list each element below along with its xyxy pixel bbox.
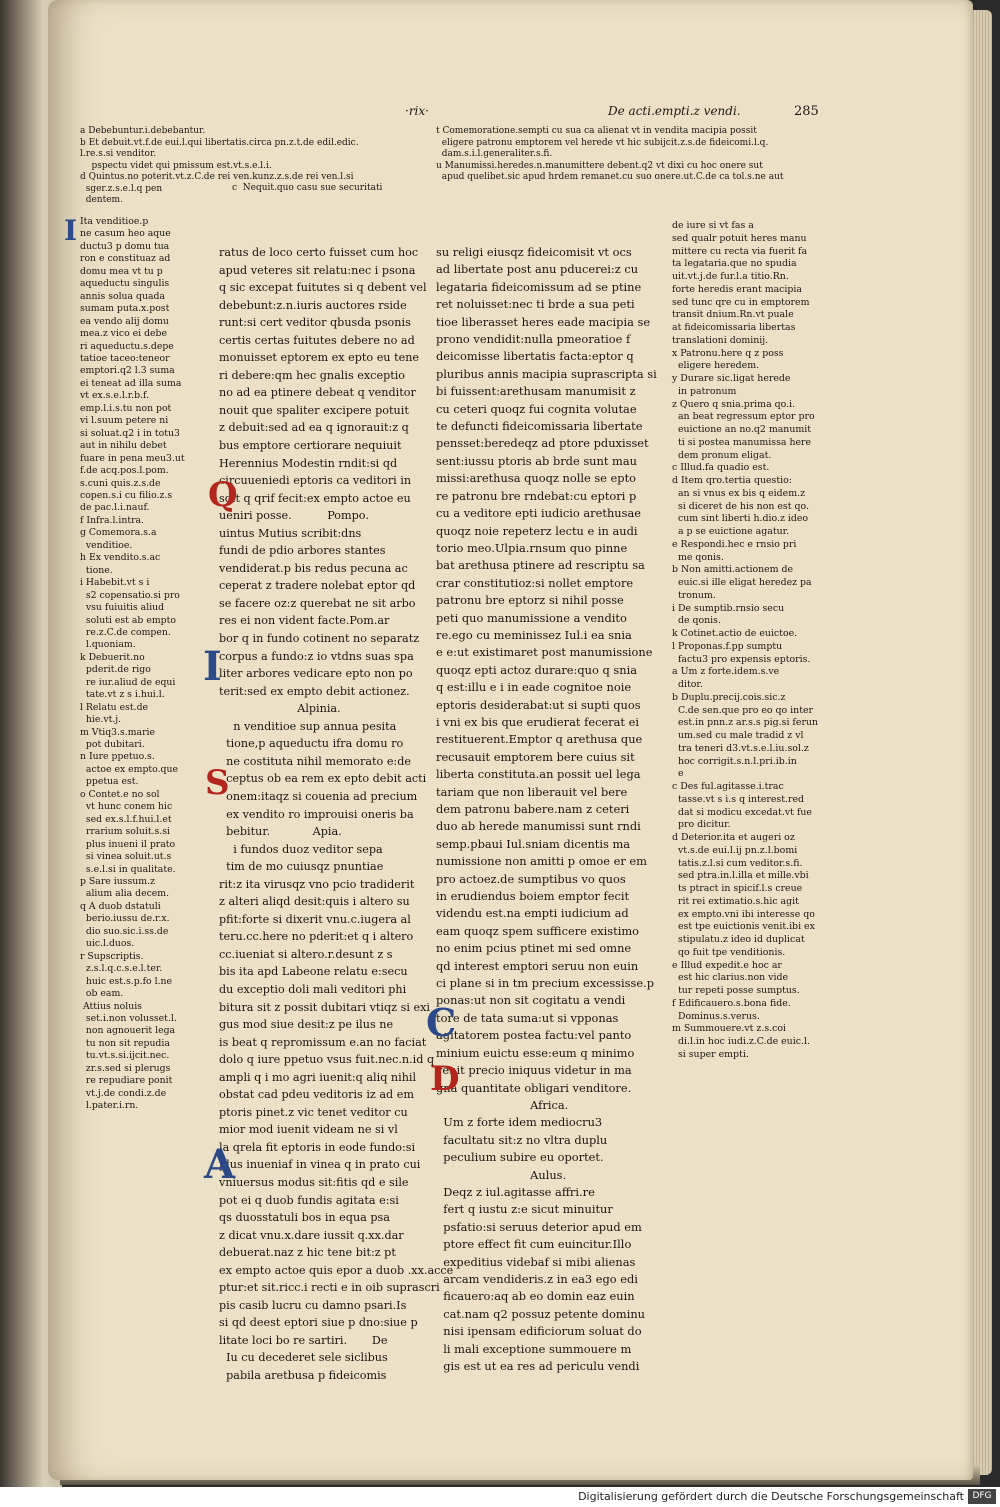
footer-bar [0, 1487, 1000, 1507]
top-gloss-right: t Comemoratione.sempti cu sua ca alienat vt in vendita macipia possit eligere patronu emptorem vel herede vt hic subijcit.z.s.de fideicomi.l.q. dam.s.i.l.generaliter.s.fi. u Manumissi.heredes.n.manumittere debent.q2 vt dixi cu hoc onere sut apud quelibet.sic apud hrdem remanet.cu suo onere.ut.C.de ca tol.s.ne aut [436, 126, 784, 182]
initial-q: Q [208, 475, 238, 515]
top-gloss-left: a Debebuntur.i.debebantur. b Et debuit.vt.f.de eui.l.qui libertatis.circa pn.z.t.de edil.edic. l.re.s.si venditor. pspectu videt qui pmissum est.vt.s.e.l.i. d Quintus.no poterit.vt.z.C.de rei ven.kunz.z.s.de rei ven.l.si sger.z.s.e.l.q pen dentem. [80, 126, 359, 205]
initial-s: S [205, 763, 230, 803]
page-number: 285 [794, 104, 819, 119]
initial-a-colA-end: A [204, 1141, 236, 1188]
footer-credit: Digitalisierung gefördert durch die Deutsche Forschungsgemeinschaft [578, 1490, 964, 1503]
left-gloss-column: Ita venditioe.p ne casum heo aque ductu3 p domu tua ron e constituaz ad domu mea vt tu p aqueductu singulis annis solua quada sumam puta.x.post ea vendo alij domu mea.z vico ei debe ri aqueductu.s.depe tatioe taceo:teneor emptori.q2 l.3 suma ei teneat ad illa suma vt ex.s.e.l.r.b.f. emp.l.i.s.tu non pot vi l.suum petere ni si soluat.q2 i in totu3 aut in nihilu debet fuare in pena meu3.ut f.de acq.pos.l.pom. s.cuni quis.z.s.de copen.s.i cu filio.z.s de pac.l.i.nauf. f Infra.l.intra. g Comemora.s.a venditioe. h Ex vendito.s.ac tione. i Habebit.vt s i s2 copensatio.si pro vsu fuiuitis aliud soluti est ab empto re.z.C.de compen. l.quoniam. k Debuerit.no pderit.de rigo re iur.aliud de equi tate.vt z s i.hui.l. l Relatu est.de hie.vt.j. m Vtiq3.s.marie pot dubitari. n Iure ppetuo.s. actoe ex empto.que ppetua est. o Contet.e no sol vt hunc conem hic sed ex.s.l.f.hui.l.et rrarium soluit.s.si plus inueni il prato si vinea soluit.ut.s s.e.l.si in qualitate. p Sare iussum.z alium alia decem. q A duob dstatuli berio.iussu de.r.x. dio suo.sic.i.ss.de uic.l.duos. r Supscriptis. z.s.l.q.c.s.e.l.ter. huic est.s.p.fo l.ne ob eam. Attius noluis set.i.non volusset.l. non agnouerit lega tu non sit repudia tu.vt.s.si.ijcit.nec. zr.s.sed si plerugs re repudiare ponit vt.j.de condi.z.de l.pater.i.rn. [80, 216, 185, 1112]
facing-page-text [6, 60, 46, 1260]
gloss-marker-c: c Nequit.quo casu sue securitati [232, 183, 383, 193]
main-text-column-b: su religi eiusqz fideicomisit vt ocs ad libertate post anu pducerei:z cu legataria fideicomissum ad se ptine ret noluisset:nec ti brde a sua peti tioe liberasset heres eade macipia se prono vendidit:nulla pmeoratioe f deicomisse libertatis facta:eptor q pluribus annis macipia suprascripta si bi fuissent:arethusam manumisit z cu ceteri quoqz fui cognita volutae te defuncti fideicomissaria libertate pensset:beredeqz ad ptore pduxisset sent:iussu ptoris ab brde sunt mau missi:arethusa quoqz nolle se epto re patronu bre rndebat:cu eptori p cu a veditore epti iudicio arethusae quoqz noie repeterz lectu e in audi torio meo.Ulpia.rnsum quo pinne bat arethusa ptinere ad rescriptu sa crar constitutioz:si nollet emptore patronu bre eptorz si nihil posse peti quo manumissione a vendito re.ego cu meminissez Iul.i ea snia e e:ut existimaret post manumissione quoqz epti actoz durare:quo q snia q est:illu e i in eade cognitoe noie eptoris desiderabat:ut si supti quos i vni ex bis que erudierat fecerat ei restituerent.Emptor q arethusa que recusauit emptorem bere cuius sit liberta constituta.an possit uel lega tariam que non liberauit vel bere dem patronu babere.nam z ceteri duo ab herede manumissi sunt rndi semp.pbaui Iul.sniam dicentis ma numissione non amitti p omoe er em pro actoez.de sumptibus vo quos in erudiendus boiem emptor fecit videndu est.na empti iudicium ad eam quoqz spem sufficere existimo no enim pcius ptinet mi sed omne qd interest emptori seruu non euin ci plane si in tm precium excessisse.p ponas:ut non sit cogitatu a vendi tore de tata suma:ut si vpponas agitatorem postea factu:vel panto minium euictu esse:eum q minimo venit precio iniquus videtur in ma gna quantitate obligari venditore. Africa. Um z forte idem mediocru3 facultatu sit:z no vltra duplu peculium subire eu oportet. Aulus. Deqz z iul.agitasse affri.re fert q iustu z:e sicut minuitur psfatio:si seruus deterior apud em ptore effect fit cum euincitur.Illo expeditius videbaf si mibi alienas arcam vendideris.z in ea3 ego edi ficauero:aq ab eo domin eaz euin cat.nam q2 possuz petente dominu nisi ipensam edificiorum soluat do li mali exceptione summouere m gis est ut ea res ad periculu vendi [436, 245, 657, 1373]
initial-left-gloss: I [64, 214, 78, 247]
initial-d: D [430, 1059, 460, 1099]
running-head-center: ·rix· [405, 104, 429, 118]
initial-c: C [426, 1000, 457, 1045]
initial-i: I [203, 643, 222, 690]
right-gloss-column: de iure si vt fas a sed qualr potuit heres manu mittere cu recta via fuerit fa ta legataria.que no spudia uit.vt.j.de fur.l.a titio.Rn. forte heredis erant macipia sed tunc qre cu in emptorem transit dnium.Rn.vt puale at fideicomissaria libertas translationi dominij. x Patronu.here q z poss eligere heredem. y Durare sic.ligat herede in patronum z Quero q snia.prima qo.i. an beat regressum eptor pro euictione an no.q2 manumit ti si postea manumissa here dem pronum eligat. c Illud.fa quadio est. d Item qro.tertia questio: an si vnus ex bis q eidem.z si diceret de his non est qo. cum sint liberti h.dio.z ideo a p se euictione agatur. e Respondi.hec e rnsio pri me qonis. b Non amitti.actionem de euic.si ille eligat heredez pa tronum. i De sumptib.rnsio secu de qonis. k Cotinet.actio de euictoe. l Proponas.f.pp sumptu factu3 pro expensis eptoris. a Um z forte.idem.s.ve ditor. b Duplu.precij.cois.sic.z C.de sen.que pro eo qo inter est.in pnn.z ar.s.s pig.si ferun um.sed cu male tradid z vl tra teneri d3.vt.s.e.l.iu.sol.z hoc corrigit.s.n.l.pri.ib.in e c Des ful.agitasse.i.trac tasse.vt s i.s q interest.red dat si modicu excedat.vt fue pro dicitur. d Deterior.ita et augeri oz vt.s.de eui.l.ij pn.z.l.bomi tatis.z.l.si cum veditor.s.fi. sed ptra.in.l.illa et mille.vbi ts ptract in spicif.l.s creue rit rei extimatio.s.hic agit ex empto.vni ibi interesse qo est tpe euictionis venit.ibi ex stipulatu.z ideo id duplicat qo fuit tpe venditionis. e Illud expedit.e hoc ar est hic clarius.non vide tur repeti posse sumptus. f Edificauero.s.bona fide. Dominus.s.verus. m Summouere.vt z.s.coi di.l.in hoc iudi.z.C.de euic.l. si super empti. [672, 220, 819, 1060]
running-head-title: De acti.empti.z vendi. [608, 104, 741, 118]
dfg-logo: DFG [968, 1489, 996, 1504]
main-text-column-a: ratus de loco certo fuisset cum hoc apud veteres sit relatu:nec i psona q sic excepat fuitutes si q debent vel debebunt:z.n.iuris auctores rside runt:si cert veditor qbusda psonis certis certas fuitutes debere no ad monuisset eptorem ex epto eu tene ri debere:qm hec gnalis exceptio no ad ea ptinere debeat q venditor nouit que spaliter excipere potuit z debuit:sed ad ea q ignorauit:z q bus emptore certiorare nequiuit Herennius Modestin rndit:si qd circuueniedi eptoris ca veditori in sdit q qrif fecit:ex empto actoe eu ueniri posse. Pompo. uintus Mutius scribit:dns fundi de pdio arbores stantes vendiderat.p bis redus pecuna ac ceperat z tradere nolebat eptor qd se facere oz:z querebat ne sit arbo res ei non vident facte.Pom.ar bor q in fundo cotinent no separatz corpus a fundo:z io vtdns suas spa liter arbores vedicare epto non po terit:sed ex empto debit actionez. Alpinia. n venditioe sup annua pesita tione,p aqueductu ifra domu ro ne costituta nihil memorato e:de ceptus ob ea rem ex epto debit acti onem:itaqz si couenia ad precium ex vendito ro improuisi oneris ba bebitur. Apia. i fundos duoz veditor sepa tim de mo cuiusqz pnuntiae rit:z ita virusqz vno pcio tradiderit z alteri aliqd desit:quis i altero su pfit:forte si dixerit vnu.c.iugera al teru.cc.here no pderit:et q i altero cc.iueniat si altero.r.desunt z s bis ita apd Labeone relatu e:secu du exceptio doli mali veditori phi bitura sit z possit dubitari vtiqz si exi gus mod siue desit:z pe ilus ne is beat q repromissum e.an no faciat dolo q iure ppetuo vsus fuit.nec.n.id q ampli q i mo agri iuenit:q aliq nihil obstat cad pdeu veditoris iz ad em ptoris pinet.z vic tenet veditor cu mior mod iuenit videam ne si vl la qrela fit eptoris in eode fundo:si plus inueniaf in vinea q in prato cui vniuersus modus sit:fitis qd e sile pot ei q duob fundis agitata e:si qs duosstatuli bos in equa psa z dicat vnu.x.dare iussit q.xx.dar debuerat.naz z hic tene bit:z pt ex empto actoe quis epor a duob .xx.acce ptur:et sit.ricc.i recti e in oib suprascri pis casib lucru cu damno psari.Is si qd deest eptori siue p dno:siue p litate loci bo re sartiri. De Iu cu decederet sele siclibus pabila aretbusa p fideicomis [219, 246, 454, 1382]
